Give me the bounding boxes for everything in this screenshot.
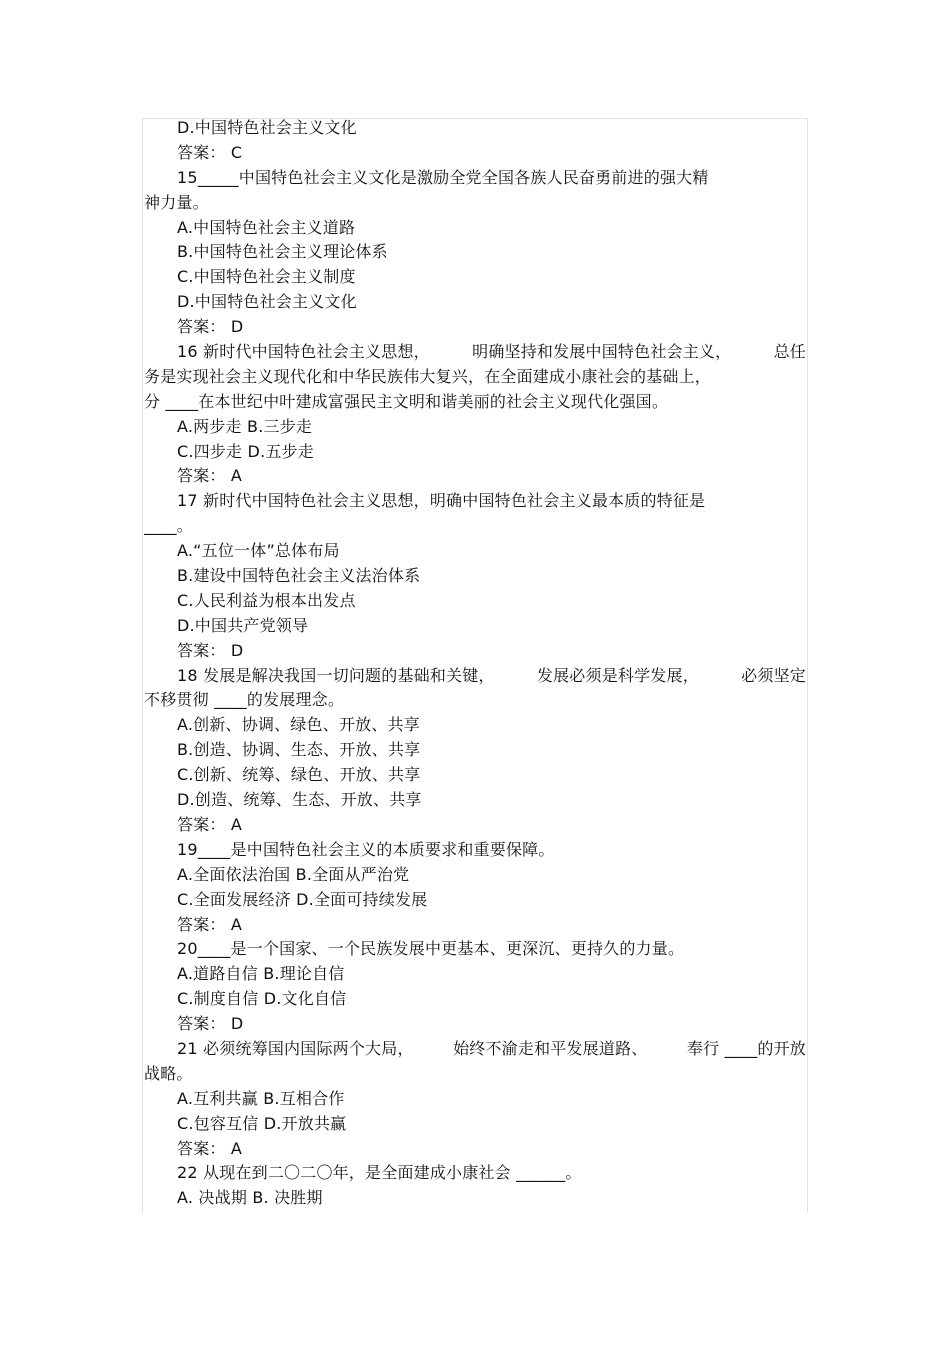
question-17-line-2: ____。 <box>144 516 194 536</box>
question-16-line-3: 分 ____在本世纪中叶建成富强民主文明和谐美丽的社会主义现代化强国。 <box>144 391 669 411</box>
text-segment: 必须坚定 <box>741 665 806 685</box>
text-segment: 发展必须是科学发展， <box>536 665 699 685</box>
question-16-line-1 <box>144 340 806 365</box>
option-line: A.两步走 B.三步走 <box>177 416 313 436</box>
option-line: D.中国特色社会主义文化 <box>177 118 357 137</box>
option-line: A.道路自信 B.理论自信 <box>177 964 345 984</box>
answer-line: 答案： D <box>177 640 244 660</box>
option-line: A.中国特色社会主义道路 <box>177 217 356 237</box>
option-line: A.互利共赢 B.互相合作 <box>177 1088 345 1108</box>
option-line: A.创新、协调、绿色、开放、共享 <box>177 715 420 735</box>
option-line: C.制度自信 D.文化自信 <box>177 989 347 1009</box>
answer-line: 答案： A <box>177 1138 243 1158</box>
answer-line: 答案： C <box>177 142 243 162</box>
text-segment: 18 发展是解决我国一切问题的基础和关键， <box>177 665 495 685</box>
document-body <box>144 116 806 1211</box>
question-19-line-1: 19____是中国特色社会主义的本质要求和重要保障。 <box>177 839 555 859</box>
option-line: D.中国共产党领导 <box>177 615 309 635</box>
question-16-line-2: 务是实现社会主义现代化和中华民族伟大复兴，在全面建成小康社会的基础上， <box>144 366 712 386</box>
text-segment: 总任 <box>773 342 806 362</box>
option-line: A. 决战期 B. 决胜期 <box>177 1188 323 1208</box>
text-segment: 明确坚持和发展中国特色社会主义， <box>472 342 732 362</box>
option-line: C.四步走 D.五步走 <box>177 441 314 461</box>
text-segment: 始终不渝走和平发展道路、 <box>453 1038 648 1058</box>
question-17-line-1: 17 新时代中国特色社会主义思想，明确中国特色社会主义最本质的特征是 <box>177 491 706 511</box>
option-line: C.包容互信 D.开放共赢 <box>177 1113 347 1133</box>
answer-line: 答案： A <box>177 914 243 934</box>
option-line: C.创新、统筹、绿色、开放、共享 <box>177 765 421 785</box>
question-15-line-2: 神力量。 <box>144 192 209 212</box>
question-15-line-1: 15_____中国特色社会主义文化是激励全党全国各族人民奋勇前进的强大精 <box>177 167 709 187</box>
question-22-line-1: 22 从现在到二〇二〇年，是全面建成小康社会 ______。 <box>177 1163 582 1183</box>
option-line: C.人民利益为根本出发点 <box>177 590 356 610</box>
text-segment: 奉行 ____的开放 <box>686 1038 806 1058</box>
option-line: C.全面发展经济 D.全面可持续发展 <box>177 889 428 909</box>
answer-line: 答案： D <box>177 317 244 337</box>
question-20-line-1: 20____是一个国家、一个民族发展中更基本、更深沉、更持久的力量。 <box>177 939 685 959</box>
option-line: A.全面依法治国 B.全面从严治党 <box>177 864 410 884</box>
question-18-line-2: 不移贯彻 ____的发展理念。 <box>144 690 345 710</box>
question-21-line-1 <box>144 1037 806 1062</box>
option-line: D.中国特色社会主义文化 <box>177 292 357 312</box>
question-21-line-2: 战略。 <box>144 1063 193 1083</box>
text-segment: 16 新时代中国特色社会主义思想， <box>177 342 430 362</box>
option-line: A.“五位一体”总体布局 <box>177 541 340 561</box>
option-line: B.中国特色社会主义理论体系 <box>177 242 388 262</box>
question-18-line-1 <box>144 664 806 689</box>
option-line: D.创造、统筹、生态、开放、共享 <box>177 790 422 810</box>
option-line: C.中国特色社会主义制度 <box>177 267 356 287</box>
answer-line: 答案： D <box>177 1014 244 1034</box>
option-line: B.建设中国特色社会主义法治体系 <box>177 566 421 586</box>
option-line: B.创造、协调、生态、开放、共享 <box>177 740 421 760</box>
answer-line: 答案： A <box>177 814 243 834</box>
answer-line: 答案： A <box>177 466 243 486</box>
text-segment: 21 必须统筹国内国际两个大局， <box>177 1038 414 1058</box>
